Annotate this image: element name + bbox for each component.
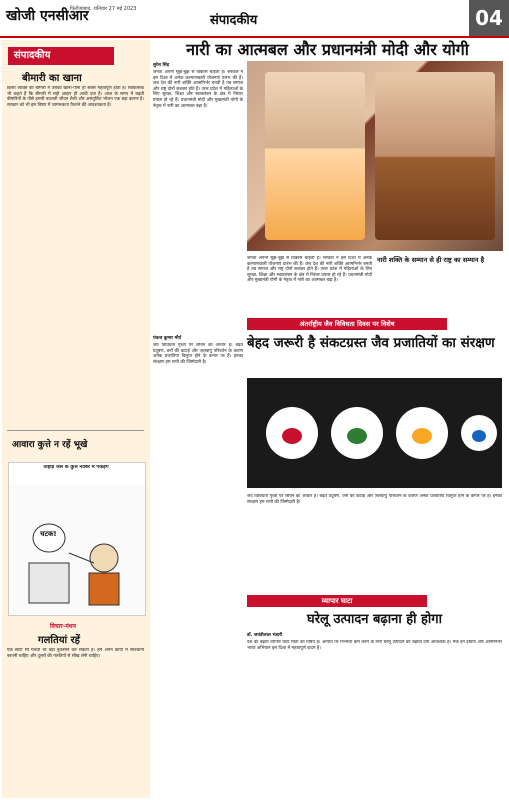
feature-banner: अंतर्राष्ट्रीय जैव विविधता दिवस पर विशेष	[247, 318, 447, 330]
article2-author: डॉ. जयंतीलाल भंडारी	[247, 633, 283, 638]
article2-body: देश का बढ़ता व्यापार घाटा चिंता का विषय है। आयात पर निर्भरता कम करने के लिए घरेलू उत्पादन को बढ़ावा देना आवश्यक है। मेक इन इंडिया और आत्मनिर्भर भारत अभियान इस दिशा में महत्वपूर्ण कदम हैं।	[247, 640, 502, 651]
main-body-col1: जनता अपनी सूझ-बूझ से विकास चाहती है। सरकार ने इस दिशा में अनेक कल्याणकारी योजनाएं प्रारंभ की हैं। जब देश की नारी शक्ति आत्मनिर्भर बनती है तब समाज और राष्ट्र दोनों सशक्त होते हैं। उत्तर प्रदेश में महिलाओं के लिए सुरक्षा, शिक्षा और स्वावलंबन के क्षेत्र में निरंतर प्रयास हो रहे हैं। प्रधानमंत्री मोदी और मुख्यमंत्री योगी के नेतृत्व में नारी का आत्मबल बढ़ा है।	[153, 70, 243, 109]
feature-headline: बेहद जरूरी है संकटग्रस्त जैव प्रजातियों का संरक्षण	[247, 335, 495, 351]
trade-strip: व्यापार घाटा	[247, 595, 427, 607]
photo-person-left	[265, 72, 365, 240]
page-number: 04	[469, 0, 509, 36]
biodiversity-illustration	[247, 378, 502, 488]
section-title: संपादकीय	[210, 13, 258, 28]
editorial-title: बीमारी का खाना	[22, 73, 82, 84]
editorial-label: संपादकीय	[8, 47, 114, 65]
cartoon-drawing	[9, 463, 145, 615]
letters-body: एक छोटी सी गलती भी बड़ा नुकसान कर सकती है। हमें अपने कार्यों में सावधानी बरतनी चाहिए और दूसरों की गलतियों से सीख लेनी चाहिए।	[7, 648, 144, 659]
masthead-title: खोजी एनसीआर	[6, 8, 89, 24]
speech-bubble: चटक!	[40, 530, 57, 538]
cartoon-panel	[8, 462, 146, 616]
main-author: सुरेश सिंह	[153, 63, 170, 68]
column-title: आवारा कुत्ते न रहें भूखे	[12, 440, 88, 450]
feature-body-left: जैव विविधता पृथ्वी पर जीवन का आधार है। बढ़ते प्रदूषण, वनों की कटाई और जलवायु परिवर्तन के कारण अनेक प्रजातियां विलुप्त होने के कगार पर हैं। इनका संरक्षण हम सभी की जिम्मेदारी है।	[153, 343, 243, 365]
pull-quote: नारी शक्ति के सम्मान से ही राष्ट्र का सम्मान है	[377, 256, 485, 264]
letters-label: विचार-मंथन	[50, 623, 76, 630]
editorial-body: किसी व्यक्ति की बीमारी में उसका खाना-पीना ही सबसे महत्वपूर्ण होता है। चिकित्सक भी कहते हैं कि बीमारी में सही आहार ही आधी दवा है। आज के समय में बढ़ती बीमारियों के पीछे हमारी बदलती जीवन शैली और असंतुलित भोजन एक बड़ा कारण है। सरकार को भी इस विषय में जागरूकता फैलाने की आवश्यकता है।	[7, 86, 144, 108]
article2-headline: घरेलू उत्पादन बढ़ाना ही होगा	[307, 612, 442, 627]
feature-body-right: जैव विविधता पृथ्वी पर जीवन का आधार है। बढ़ते प्रदूषण, वनों की कटाई और जलवायु परिवर्तन के कारण अनेक प्रजातियां विलुप्त होने के कगार पर हैं। इनका संरक्षण हम सभी की जिम्मेदारी है।	[247, 494, 502, 505]
main-headline: नारी का आत्मबल और प्रधानमंत्री मोदी और योगी	[186, 40, 469, 59]
divider	[7, 430, 144, 431]
letters-title: गलतियां रहें	[38, 635, 80, 646]
bird-circles	[247, 378, 502, 488]
cartoon-caption: तिहाड़ जेल के कुत्ते नवंबर में पकड़ेंगे	[43, 465, 109, 470]
photo-person-right	[375, 72, 495, 240]
main-body-col2: जनता अपनी सूझ-बूझ से विकास चाहती है। सरकार ने इस दिशा में अनेक कल्याणकारी योजनाएं प्रारंभ की हैं। जब देश की नारी शक्ति आत्मनिर्भर बनती है तब समाज और राष्ट्र दोनों सशक्त होते हैं। उत्तर प्रदेश में महिलाओं के लिए सुरक्षा, शिक्षा और स्वावलंबन के क्षेत्र में निरंतर प्रयास हो रहे हैं। प्रधानमंत्री मोदी और मुख्यमंत्री योगी के नेतृत्व में नारी का आत्मबल बढ़ा है।	[247, 256, 372, 284]
feature-author: पंकज कुमार मौर्य	[153, 336, 182, 341]
date-line: फिरोज़ाबाद, शनिवार 27 मई 2023	[70, 6, 137, 12]
